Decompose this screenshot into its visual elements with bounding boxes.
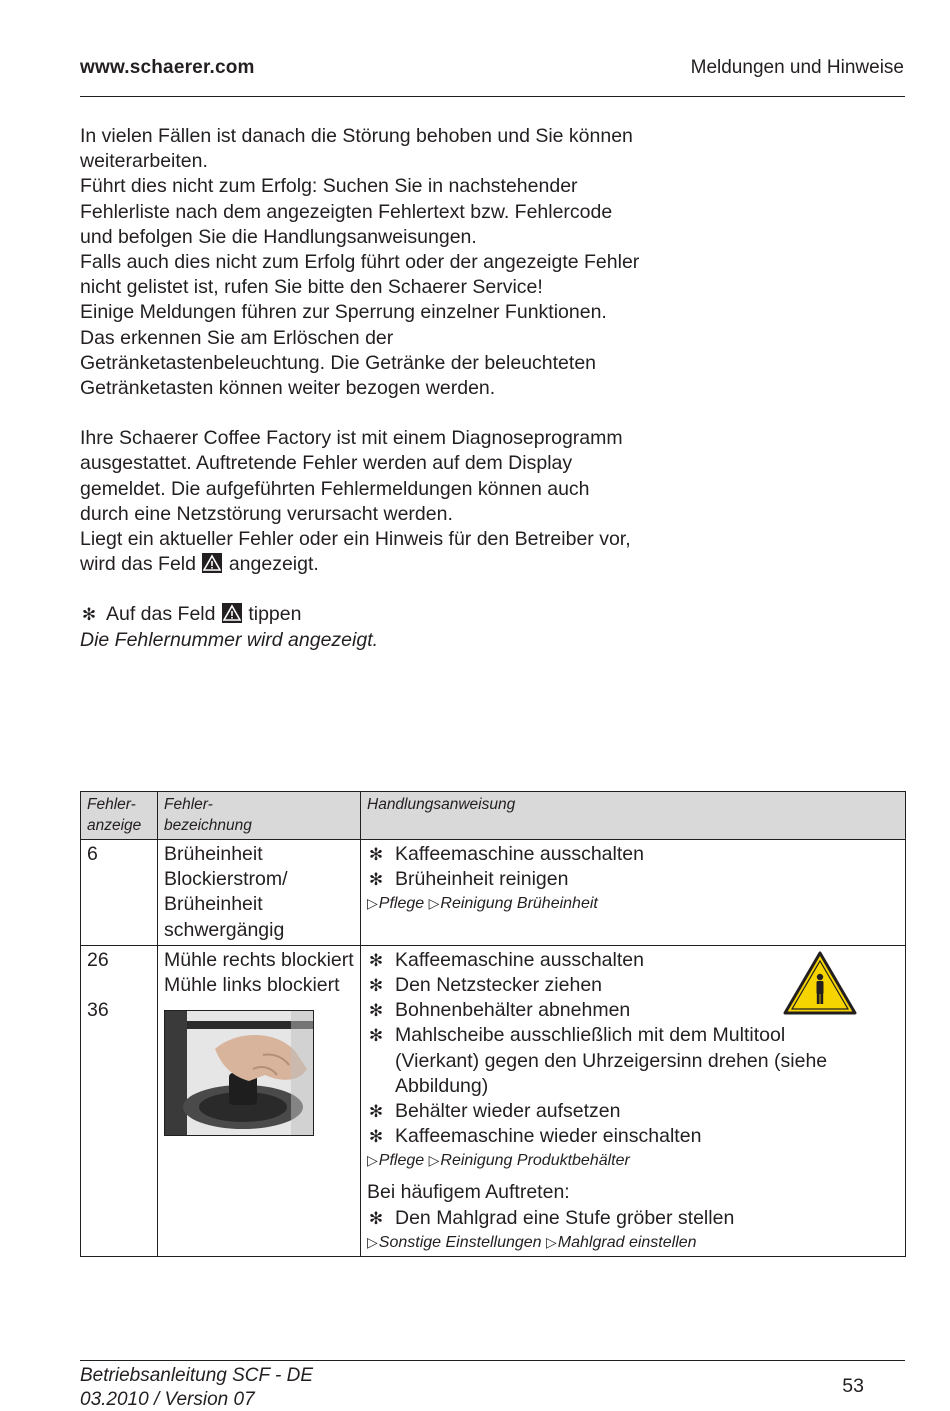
instruction-result: Die Fehlernummer wird angezeigt. xyxy=(80,628,379,651)
cross-reference: ▷Pflege ▷Reinigung Brüheinheit xyxy=(367,895,598,913)
xref-arrow-icon: ▷ xyxy=(428,1152,440,1169)
electrical-hazard-warning-icon xyxy=(783,951,857,1015)
step-marker-icon: ✻ xyxy=(368,1127,384,1147)
action-step: ✻ Brüheinheit reinigen xyxy=(367,867,899,892)
step-marker-icon: ✻ xyxy=(368,1208,384,1228)
header-action: Handlungsanweisung xyxy=(361,792,906,840)
action-step: ✻ Kaffeemaschine ausschalten xyxy=(367,948,899,973)
intro-paragraph: Ihre Schaerer Coffee Factory ist mit einem Diagnoseprogramm ausgestattet. Auftretende Fehler werden auf dem Display gemeldet. Die aufgeführten Fehlermeldungen können auch durch eine Netzstörung verursacht werden. xyxy=(80,427,623,525)
error-table xyxy=(80,791,906,1257)
step-marker-icon: ✻ xyxy=(368,1102,384,1122)
xref-arrow-icon: ▷ xyxy=(546,1233,557,1250)
error-name: Mühle rechts blockiert Mühle links blockiert xyxy=(158,945,361,1256)
instruction-step: ✻ Auf das Feld tippen xyxy=(80,602,640,627)
intro-paragraph: Führt dies nicht zum Erfolg: Suchen Sie in nachstehender Fehlerliste nach dem angezeigten Fehlertext bzw. Fehlercode und befolgen Sie die Handlungsanweisungen. xyxy=(80,175,613,248)
frequent-occurrence-label: Bei häufigem Auftreten: xyxy=(367,1181,570,1204)
xref-arrow-icon: ▷ xyxy=(367,895,378,912)
header-url: www.schaerer.com xyxy=(80,57,255,78)
action-step: ✻ Kaffeemaschine wieder einschalten xyxy=(367,1124,899,1149)
page-number: 53 xyxy=(842,1375,864,1397)
intro-text xyxy=(80,124,640,653)
action-step: ✻ Bohnenbehälter abnehmen xyxy=(367,998,899,1023)
warning-field-icon xyxy=(202,553,222,573)
error-code: 6 xyxy=(81,840,158,946)
action-step: ✻ Den Netzstecker ziehen xyxy=(367,973,899,998)
intro-paragraph: Liegt ein aktueller Fehler oder ein Hinweis für den Betreiber vor, wird das Feld angezeigt. xyxy=(80,528,631,576)
footer-document-info: Betriebsanleitung SCF - DE 03.2010 / Version 07 xyxy=(80,1365,314,1410)
step-marker-icon: ✻ xyxy=(368,950,384,970)
step-marker-icon: ✻ xyxy=(368,976,384,996)
table-row xyxy=(81,840,906,946)
action-step: ✻ Mahlscheibe ausschließlich mit dem Multitool (Vierkant) gegen den Uhrzeigersinn drehen (siehe Abbildung) xyxy=(368,1024,828,1097)
table-row xyxy=(81,945,906,1256)
step-marker-icon: ✻ xyxy=(368,1001,384,1021)
xref-arrow-icon: ▷ xyxy=(367,1233,378,1250)
action-step: ✻ Behälter wieder aufsetzen xyxy=(367,1099,899,1124)
header-divider xyxy=(80,96,905,97)
header-section-title: Meldungen und Hinweise xyxy=(690,57,904,78)
xref-arrow-icon: ▷ xyxy=(428,895,440,912)
table-header-row xyxy=(81,792,906,840)
header-error-code: Fehler- anzeige xyxy=(81,792,158,840)
step-marker-icon: ✻ xyxy=(368,870,384,890)
cross-reference: ▷Sonstige Einstellungen ▷Mahlgrad einstellen xyxy=(367,1233,697,1251)
step-marker-icon: ✻ xyxy=(368,845,384,864)
cross-reference: ▷Pflege ▷Reinigung Produktbehälter xyxy=(367,1152,630,1170)
step-marker-icon: ✻ xyxy=(368,1026,384,1046)
step-marker-icon: ✻ xyxy=(81,605,97,625)
warning-field-icon xyxy=(222,603,242,623)
xref-arrow-icon: ▷ xyxy=(367,1152,378,1169)
action-step: ✻ Kaffeemaschine ausschalten xyxy=(367,842,899,867)
action-cell xyxy=(361,840,906,946)
intro-paragraph: Einige Meldungen führen zur Sperrung einzelner Funktionen. Das erkennen Sie am Erlöschen der Getränketastenbeleuchtung. Die Getränke der beleuchteten Getränketasten können weiter bezogen werden. xyxy=(80,301,607,400)
header-error-name: Fehler- bezeichnung xyxy=(158,792,361,840)
error-name: Brüheinheit Blockierstrom/ Brüheinheit schwergängig xyxy=(158,840,361,946)
error-code: 26 36 xyxy=(81,945,158,1256)
action-step: ✻ Den Mahlgrad eine Stufe gröber stellen xyxy=(367,1206,899,1231)
grinder-disc-photo xyxy=(164,1010,314,1136)
intro-paragraph: Falls auch dies nicht zum Erfolg führt oder der angezeigte Fehler nicht gelistet ist, rufen Sie bitte den Schaerer Service! xyxy=(80,251,640,299)
footer-divider xyxy=(80,1360,905,1361)
intro-paragraph: In vielen Fällen ist danach die Störung behoben und Sie können weiterarbeiten. xyxy=(80,125,633,173)
